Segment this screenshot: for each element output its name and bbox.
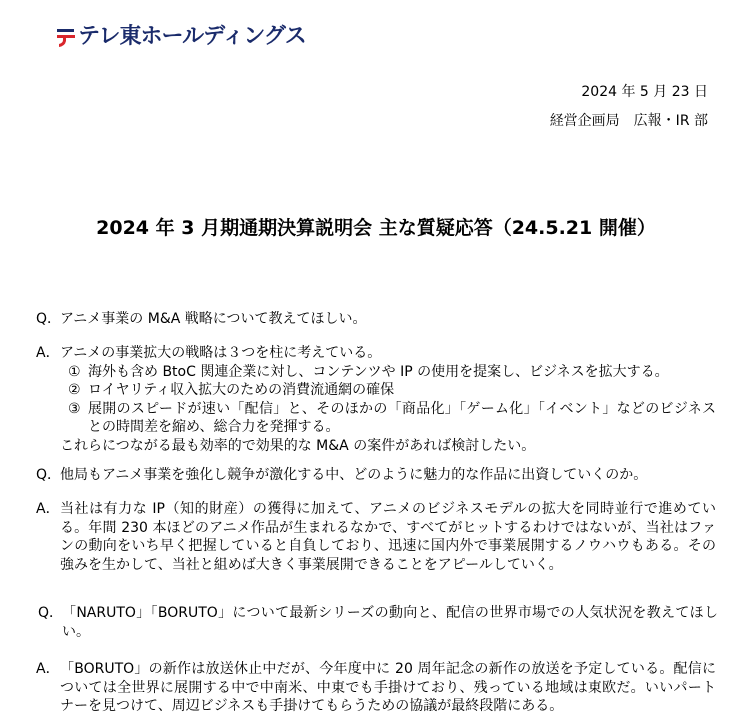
answer-1: [36, 344, 716, 455]
item-number: ②: [68, 382, 81, 398]
question-label: Q．: [36, 311, 62, 327]
question-text: 「NARUTO」「BORUTO」について最新シリーズの動向と、配信の世界市場での人気状況を教えてほしい。: [62, 605, 718, 640]
item-text: 展開のスピードが速い「配信」と、そのほかの「商品化」「ゲーム化」「イベント」などのビジネスとの時間差を縮め、総合力を発揮する。: [88, 400, 716, 435]
qa-block-1: [36, 310, 716, 329]
question-2: [36, 466, 716, 485]
qa-block-3: [38, 604, 718, 641]
answer-list-item: [68, 400, 716, 437]
question-label: Q．: [36, 467, 62, 483]
answer-label: A．: [36, 661, 60, 677]
department-name: 経営企画局 広報・IR 部: [549, 113, 708, 129]
answer-text: 当社は有力な IP（知的財産）の獲得に加えて、アニメのビジネスモデルの拡大を同時並行で進めている。年間 230 本ほどのアニメ作品が生まれるなかで、すべてがヒットするわけではないが、当社はファンの動向をいち早く把握していると自負しており、迅速に国内外で事業展開するノウハウもある。その強みを生かして、当社と組めば大きく事業展開できることをアピールしていく。: [60, 501, 716, 573]
answer-list-item: [68, 363, 716, 382]
answer-list: [60, 363, 716, 437]
item-number: ③: [68, 400, 81, 417]
question-label: Q．: [38, 605, 64, 621]
qa-block-2: [36, 466, 716, 485]
item-text: 海外も含め BtoC 関連企業に対し、コンテンツや IP の使用を提案し、ビジネスを拡大する。: [88, 363, 669, 380]
date-block: [550, 78, 708, 136]
question-text: 他局もアニメ事業を強化し競争が激化する中、どのように魅力的な作品に出資していくのか。: [60, 467, 648, 483]
answer-text: 「BORUTO」の新作は放送休止中だが、今年度中に 20 周年記念の新作の放送を予定している。配信については全世界に展開する中で中南米、中東でも手掛けており、残っている地域は東欧だ。いいパートナーを見つけて、周辺ビジネスも手掛けてもらうための協議が最終段階にある。: [60, 661, 716, 714]
logo-text: テレ東ホールディングス: [78, 24, 306, 49]
answer-2: [36, 500, 716, 574]
document-date: 2024 年 5 月 23 日: [581, 84, 708, 100]
item-number: ①: [68, 363, 81, 380]
document-title: 2024 年 3 月期通期決算説明会 主な質疑応答（24.5.21 開催）: [96, 217, 656, 239]
question-text: アニメ事業の M&A 戦略について教えてほしい。: [60, 311, 367, 327]
answer-3: [36, 660, 716, 716]
answer-outro: これらにつながる最も効率的で効果的な M&A の案件があれば検討したい。: [60, 437, 536, 454]
answer-intro: アニメの事業拡大の戦略は３つを柱に考えている。: [60, 345, 382, 361]
answer-list-item: [68, 381, 716, 400]
answer-label: A．: [36, 501, 60, 517]
logo-te-mark-icon: [56, 25, 76, 49]
company-logo: [56, 22, 306, 52]
question-3: [38, 604, 718, 641]
question-1: [36, 310, 716, 329]
answer-label: A．: [36, 345, 60, 361]
item-text: ロイヤリティ収入拡大のための消費流通網の確保: [88, 382, 395, 398]
